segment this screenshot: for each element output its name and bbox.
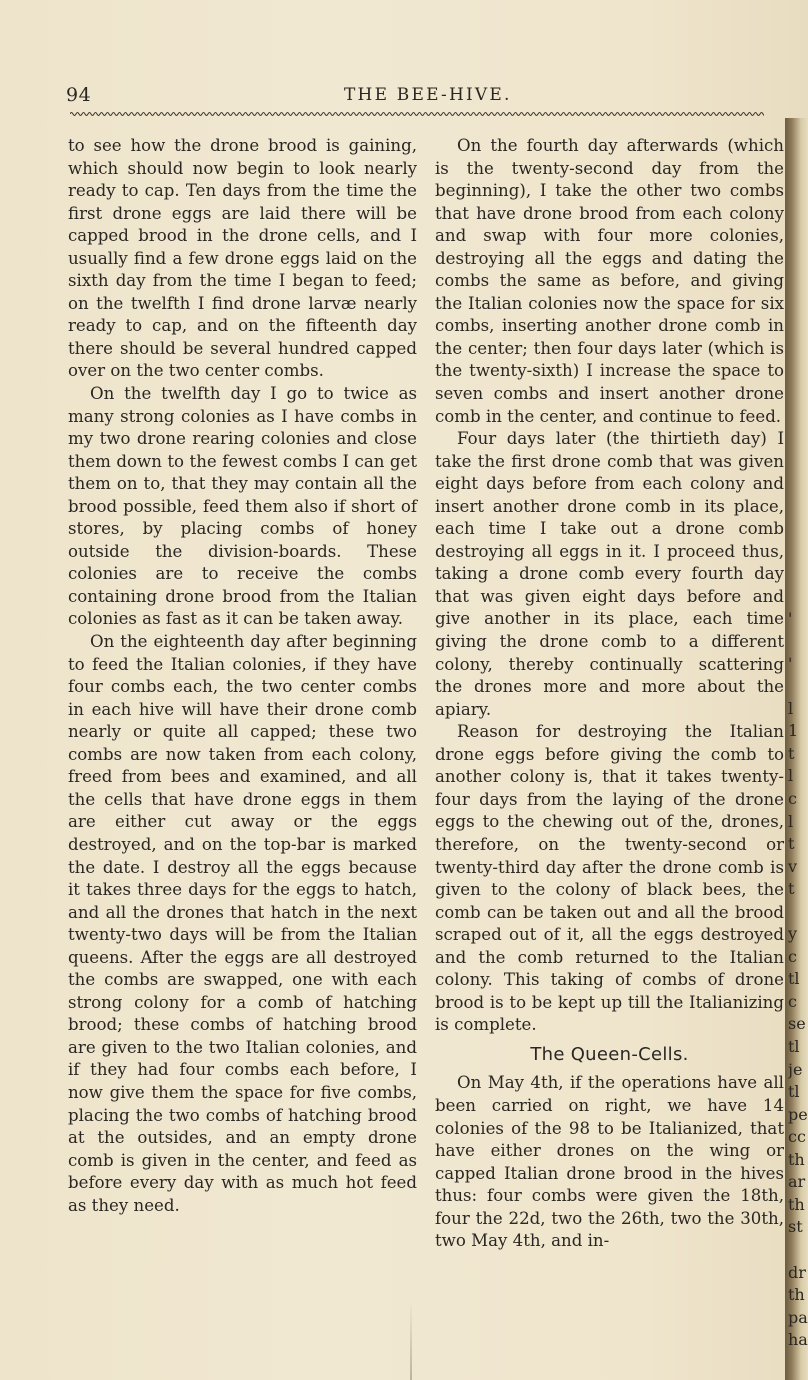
facing-page-fragment: se xyxy=(788,1014,806,1034)
right-text-column xyxy=(435,135,784,1253)
facing-page-fragment: dr xyxy=(788,1262,806,1282)
paragraph: On the twelfth day I go to twice as many strong colonies as I have combs in my two drone rearing colonies and close them down to the fewest combs I can get them on to, that they may contain all the brood possible, feed them also if short of stores, by placing combs of honey outside the division-boards. These colonies are to receive the combs containing drone brood from the Italian colonies as fast as it can be taken away. xyxy=(68,384,417,629)
facing-page-fragment: c xyxy=(788,788,797,808)
facing-page-fragment: l xyxy=(788,698,794,718)
facing-page-fragment: t xyxy=(788,834,795,854)
paper-crease xyxy=(410,1300,412,1380)
facing-page-fragment: pa xyxy=(788,1307,808,1327)
page-header xyxy=(66,84,746,108)
facing-page-fragment: th xyxy=(788,1285,805,1305)
paragraph: to see how the drone brood is gaining, which should now begin to look nearly ready to cap. Ten days from the time the first drone eggs are laid there will be capped brood in the drone cells, and I usually find a few drone eggs laid on the sixth day from the time I began to feed; on the twelfth I find drone larvæ nearly ready to cap, and on the fifteenth day there should be several hundred capped over on the two center combs. xyxy=(68,136,417,381)
left-text-column xyxy=(68,135,417,1217)
facing-page-fragment: tl xyxy=(788,969,800,989)
facing-page-fragment: l xyxy=(788,811,794,831)
facing-page-fragment: tl xyxy=(788,1037,800,1056)
paragraph: Reason for destroying the Italian drone eggs before giving the comb to another colony is, that it takes twenty-four days from the laying of the drone eggs to the chewing out of the, drones, therefore, on the twenty-second or twenty-third day after the drone comb is given to the colony of black bees, the comb can be taken out and all the brood scraped out of it, all the eggs destroyed and the comb returned to the Italian colony. This taking of combs of drone brood is to be kept up till the Italianizing is complete. xyxy=(435,722,784,1035)
facing-page-fragment: st xyxy=(788,1217,803,1237)
facing-page-fragment: t xyxy=(788,879,795,899)
paragraph: Four days later (the thirtieth day) I take the first drone comb that was given eight days before from each colony and insert another drone comb in its place, each time I take out a drone comb destroying all eggs in it. I proceed thus, taking a drone comb every fourth day that was given eight days before and give another in its place, each time giving the drone comb to a different colony, thereby continually scattering the drones more and more about the apiary. xyxy=(435,429,784,719)
facing-page-fragment: je xyxy=(788,1059,803,1079)
page-number: 94 xyxy=(66,84,92,106)
facing-page-fragment: th xyxy=(788,1149,805,1169)
section-heading: The Queen-Cells. xyxy=(530,1043,689,1065)
facing-page-fragment: pe xyxy=(788,1104,808,1124)
facing-page-fragment: v xyxy=(788,856,798,876)
paragraph: On the eighteenth day after beginning to feed the Italian colonies, if they have four combs each, the two center combs in each hive will have their drone comb nearly or quite all capped; these two combs are now taken from each colony, freed from bees and examined, and all the cells that have drone eggs in them are either cut away or the eggs destroyed, and on the top-bar is marked the date. I destroy all the eggs because it takes three days for the eggs to hatch, and all the drones that hatch in the next twenty-two days will be from the Italian queens. After the eggs are all destroyed the combs are swapped, one with each strong colony for a comb of hatching brood; these combs of hatching brood are given to the two Italian colonies, and if they had four combs each before, I now give them the space for five combs, placing the two combs of hatching brood at the outsides, and an empty drone comb is given in the center, and feed as before every day with as much hot feed as they need. xyxy=(68,632,417,1215)
facing-page-fragment: ' xyxy=(788,653,793,673)
running-title: THE BEE-HIVE. xyxy=(344,85,512,105)
facing-page-fragment: tl xyxy=(788,1082,800,1102)
facing-page-fragment: c xyxy=(788,946,797,966)
facing-page-fragment: ha xyxy=(788,1330,808,1350)
paragraph: On May 4th, if the operations have all been carried on right, we have 14 colonies of the 98 to be Italianized, that have either drones on the wing or capped Italian drone brood in the hives thus: four combs were given the 18th, four the 22d, two the 26th, two the 30th, two May 4th, and in- xyxy=(435,1073,784,1251)
paragraph: On the fourth day afterwards (which is the twenty-second day from the beginning), I take the other two combs that have drone brood from each colony and swap with four more colonies, destroying all the eggs and dating the combs the same as before, and giving the Italian colonies now the space for six combs, inserting another drone comb in the center; then four days later (which is the twenty-sixth) I increase the space to seven combs and insert another drone comb in the center, and continue to feed. xyxy=(435,136,784,426)
facing-page-fragment: l xyxy=(788,766,794,786)
facing-page-fragment: ' xyxy=(788,608,793,628)
facing-page-fragment: c xyxy=(788,991,797,1011)
facing-page-fragment: 1 xyxy=(788,721,799,741)
facing-page-fragment: th xyxy=(788,1194,805,1214)
facing-page-fragment: y xyxy=(788,924,798,944)
facing-page-fragment: t xyxy=(788,743,795,763)
facing-page-fragment: ar xyxy=(788,1172,806,1192)
header-wavy-rule xyxy=(70,111,764,117)
facing-page-fragment: cc xyxy=(788,1127,806,1147)
